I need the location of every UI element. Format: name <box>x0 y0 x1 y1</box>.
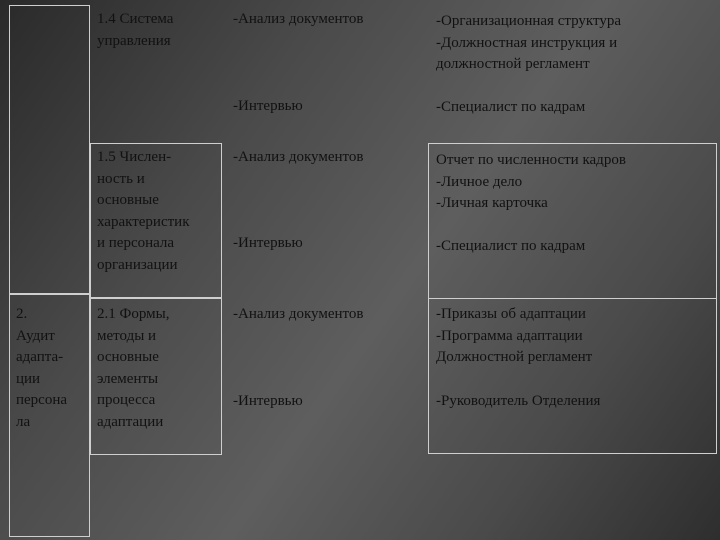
section-1-4-title: 1.4 Система управления <box>97 11 174 49</box>
stage-2-title: 2. Аудит адапта- ции персона ла <box>16 306 68 430</box>
method-docs-2-1: -Анализ документов <box>233 306 364 322</box>
method-interview-2-1: -Интервью <box>233 393 303 409</box>
section-2-1-title: 2.1 Формы, методы и основные элементы процесса адаптации <box>97 306 170 430</box>
source-interview-2-1: -Руководитель Отделения <box>436 393 601 409</box>
stage-cell-empty <box>9 5 90 294</box>
section-1-5-title: 1.5 Числен- ность и основные характеристик и персонала организации <box>97 149 190 273</box>
source-interview-1-5: -Специалист по кадрам <box>436 238 586 254</box>
method-docs-1-5: -Анализ документов <box>233 149 364 165</box>
method-docs-1-4: -Анализ документов <box>233 11 364 27</box>
source-interview-1-4: -Специалист по кадрам <box>436 99 586 115</box>
source-docs-1-4: -Организационная структура -Должностная инструкция и должностной регламент <box>436 13 621 72</box>
source-docs-1-5: Отчет по численности кадров -Личное дело -Личная карточка <box>436 152 626 211</box>
method-interview-1-5: -Интервью <box>233 235 303 251</box>
source-docs-2-1: -Приказы об адаптации -Программа адаптации Должностной регламент <box>436 306 593 365</box>
method-interview-1-4: -Интервью <box>233 98 303 114</box>
